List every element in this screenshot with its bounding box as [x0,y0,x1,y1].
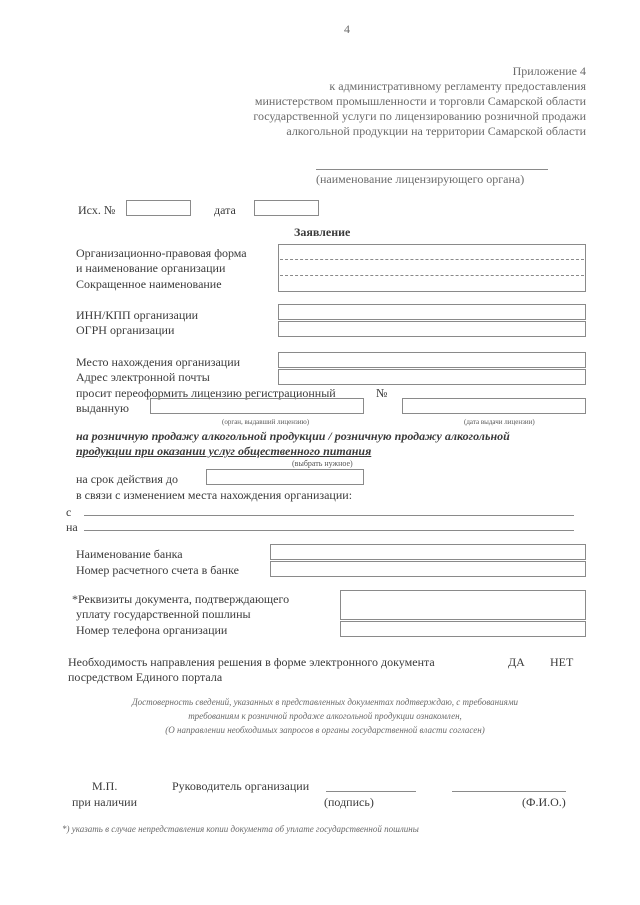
bank-name-label: Наименование банка [76,547,183,561]
bank-account-field[interactable] [270,561,586,577]
org-name-divider-2 [280,275,584,276]
electronic-yes-option[interactable]: ДА [508,655,525,669]
license-issuer-caption: (орган, выдавший лицензию) [222,418,310,426]
location-label: Место нахождения организации [76,355,241,369]
appendix-line-2: к административному регламенту предоставления [329,79,586,93]
org-name-divider-1 [280,259,584,260]
electronic-no-option[interactable]: НЕТ [550,655,574,669]
term-field[interactable] [206,469,364,485]
license-type-line-1[interactable]: на розничную продажу алкогольной продукции / розничную продажу алкогольной [76,429,510,443]
license-number-sign: № [376,386,388,400]
payment-doc-label-1: *Реквизиты документа, подтверждающего [72,592,290,606]
issued-by-label: выданную [76,401,129,415]
appendix-line-4: государственной услуги по лицензированию розничной продажи [253,109,586,123]
ref-date-field[interactable] [254,200,319,216]
to-label: на [66,520,78,534]
location-field[interactable] [278,352,586,368]
ogrn-field[interactable] [278,321,586,337]
reissue-request-text: просит переоформить лицензию регистрационный [76,386,336,400]
ref-number-label: Исх. № [78,203,116,217]
head-of-org-label: Руководитель организации [172,779,310,793]
license-date-field[interactable] [402,398,586,414]
choose-caption: (выбрать нужное) [292,459,353,468]
footnote: *) указать в случае непредставления копии документа об уплате государственной пошлины [62,824,419,834]
full-name-line[interactable] [452,791,566,792]
payment-doc-field[interactable] [340,590,586,620]
authority-name-line[interactable] [316,169,548,170]
signature-line[interactable] [326,791,416,792]
email-field[interactable] [278,369,586,385]
phone-field[interactable] [340,621,586,637]
appendix-line-1: Приложение 4 [512,64,586,78]
ogrn-label: ОГРН организации [76,323,175,337]
reason-label: в связи с изменением места нахождения организации: [76,488,353,502]
seal-label: М.П. [92,779,118,793]
license-type-line-2[interactable]: продукции при оказании услуг общественного питания [76,444,372,458]
inn-field[interactable] [278,304,586,320]
form-title: Заявление [294,225,351,239]
confirm-line-3: (О направлении необходимых запросов в органы государственной власти согласен) [165,725,485,735]
license-issuer-field[interactable] [150,398,364,414]
electronic-delivery-label-1: Необходимость направления решения в форме электронного документа [68,655,435,669]
confirm-line-1: Достоверность сведений, указанных в представленных документах подтверждаю, с требованиями [131,697,519,707]
org-form-name-label-1: Организационно-правовая форма [76,246,247,260]
license-date-caption: (дата выдачи лицензии) [464,418,535,426]
to-address-line[interactable] [84,530,574,531]
bank-account-label: Номер расчетного счета в банке [76,563,239,577]
org-name-field[interactable] [278,244,586,292]
inn-label: ИНН/КПП организации [76,308,199,322]
bank-name-field[interactable] [270,544,586,560]
full-name-caption: (Ф.И.О.) [522,795,566,809]
page-number: 4 [344,22,350,36]
payment-doc-label-2: уплату государственной пошлины [76,607,251,621]
appendix-line-3: министерством промышленности и торговли Самарской области [254,94,586,108]
appendix-line-5: алкогольной продукции на территории Самарской области [286,124,586,138]
ref-number-field[interactable] [126,200,191,216]
from-address-line[interactable] [84,515,574,516]
confirm-line-2: требованиям к розничной продаже алкогольной продукции ознакомлен, [188,711,462,721]
ref-date-label: дата [214,203,236,217]
phone-label: Номер телефона организации [76,623,228,637]
electronic-delivery-label-2: посредством Единого портала [68,670,223,684]
signature-caption: (подпись) [324,795,374,809]
from-label: с [66,505,72,519]
org-short-name-label: Сокращенное наименование [76,277,222,291]
org-form-name-label-2: и наименование организации [76,261,226,275]
term-label: на срок действия до [76,472,179,486]
authority-caption: (наименование лицензирующего органа) [316,172,525,186]
seal-if-any-label: при наличии [72,795,137,809]
email-label: Адрес электронной почты [76,370,210,384]
